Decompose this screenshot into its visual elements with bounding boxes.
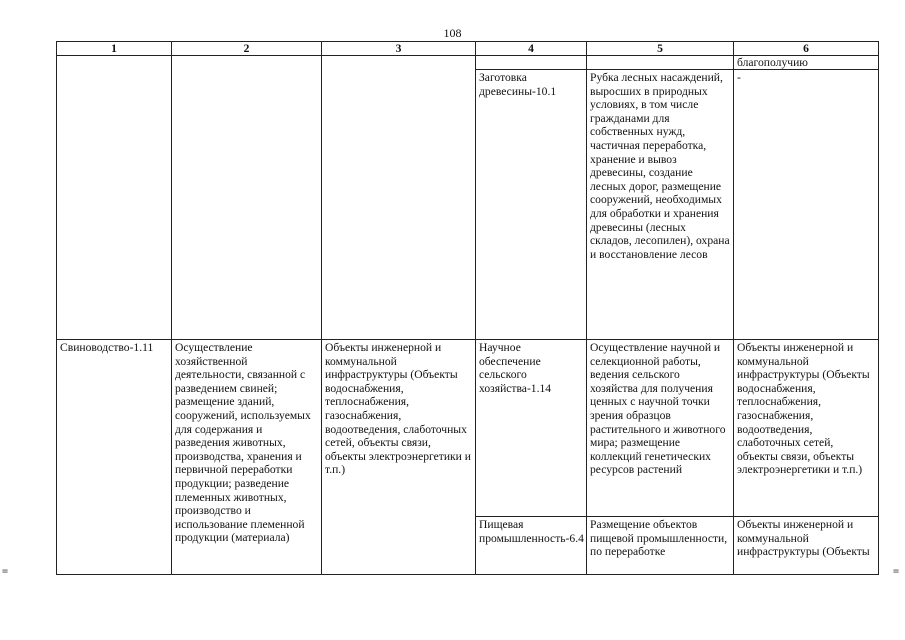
use-description-timber: Рубка лесных насаждений, выросших в природных условиях, в том числе гражданами для собственных нужд, частичная переработка, хранение и вывоз древесины, создание лесных дорог, размещение сооружений, необходимых для обработки и хранения древесины (лесных складов, лесопилен), охрана и восстановление лесов: [587, 70, 734, 340]
use-description-food: Размещение объектов пищевой промышленности, по переработке: [587, 517, 734, 575]
cell-empty: [476, 56, 587, 70]
column-header-1: 1: [57, 42, 172, 56]
main-use-pig: Свиноводство-1.11: [57, 340, 172, 575]
column-header-6: 6: [734, 42, 879, 56]
cell-empty: [587, 56, 734, 70]
main-use-utilities-pig: Объекты инженерной и коммунальной инфраструктуры (Объекты водоснабжения, теплоснабжения, газоснабжения, водоотведения, слаботочных сетей, объекты связи, объекты электроэнергетики и т.п.): [322, 340, 476, 575]
utility-objects-timber: -: [734, 70, 879, 340]
permitted-use-timber: Заготовка древесины-10.1: [476, 70, 587, 340]
permitted-use-food: Пищевая промышленность-6.4: [476, 517, 587, 575]
permitted-use-science: Научное обеспечение сельского хозяйства-1.14: [476, 340, 587, 517]
left-margin-mark: =: [2, 566, 9, 577]
cell-empty: [57, 56, 172, 340]
page-number: 108: [443, 26, 462, 40]
utility-objects-food: Объекты инженерной и коммунальной инфраструктуры (Объекты: [734, 517, 879, 575]
cell-empty: [172, 56, 322, 340]
column-header-3: 3: [322, 42, 476, 56]
column-header-4: 4: [476, 42, 587, 56]
header-row: [57, 42, 879, 56]
table-row-pig: [57, 340, 879, 517]
table-row-continuation: [57, 56, 879, 70]
column-header-2: 2: [172, 42, 322, 56]
continuation-text: благополучию: [734, 56, 879, 70]
cell-empty: [322, 56, 476, 340]
use-description-science: Осуществление научной и селекционной работы, ведения сельского хозяйства для получения ценных с научной точки зрения образцов растительного и животного мира; размещение коллекций генетических ресурсов растений: [587, 340, 734, 517]
column-header-5: 5: [587, 42, 734, 56]
main-use-description-pig: Осуществление хозяйственной деятельности, связанной с разведением свиней; размещение зданий, сооружений, используемых для содержания и разведения животных, производства, хранения и первичной переработки продукции; разведение племенных животных, производство и использование племенной продукции (материала): [172, 340, 322, 575]
utility-objects-science: Объекты инженерной и коммунальной инфраструктуры (Объекты водоснабжения, теплоснабжения, газоснабжения, водоотведения, слаботочных сетей, объекты связи, объекты электроэнергетики и т.п.): [734, 340, 879, 517]
regulations-table: [56, 41, 879, 575]
right-margin-mark: =: [893, 566, 900, 577]
